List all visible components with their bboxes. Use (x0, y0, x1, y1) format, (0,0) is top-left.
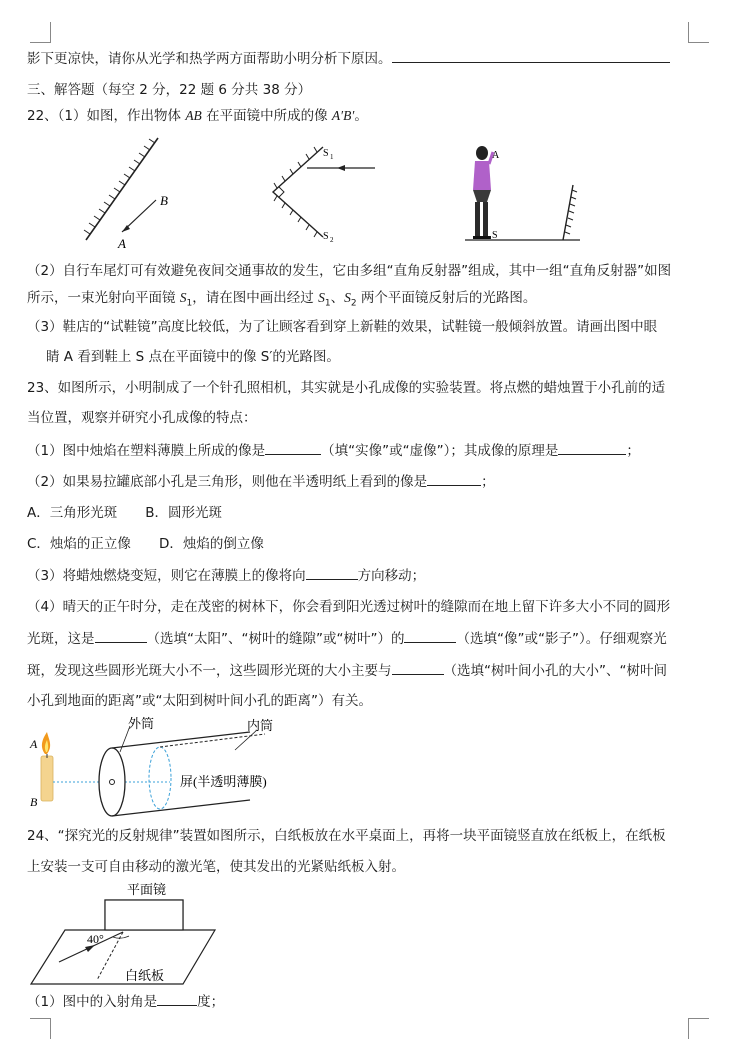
answer-blank[interactable] (306, 565, 358, 580)
text: 当位置，观察并研究小孔成像的特点： (27, 410, 257, 426)
text: 小孔到地面的距离”或“太阳到树叶间小孔的距离”）有关。 (27, 693, 372, 709)
math-ab: AB (185, 108, 202, 123)
options-ab (27, 503, 222, 523)
question-22-3-line1 (27, 317, 657, 337)
section-heading (27, 80, 311, 100)
math-sub: 1 (324, 298, 331, 309)
text: 24、“探究光的反射规律”装置如图所示，白纸板放在水平桌面上，再将一块平面镜竖直放在纸板上，在纸板 (27, 828, 666, 844)
text: 、 (330, 290, 345, 306)
question-23-1 (27, 440, 640, 461)
math-s: S (318, 290, 325, 305)
text: （2）如果易拉罐底部小孔是三角形，则他在半透明纸上看到的像是 (27, 474, 428, 490)
options-cd (27, 534, 264, 554)
label-a: A (30, 737, 38, 751)
option-b[interactable]: B．圆形光斑 (145, 505, 223, 521)
label-b: B (30, 795, 38, 809)
question-23-4-line2 (27, 628, 667, 649)
label-mirror: 平面镜 (127, 882, 167, 897)
text: ； (481, 474, 495, 490)
text: （2）自行车尾灯可有效避免夜间交通事故的发生，它由多组“直角反射器”组成，其中一组“直角反射器”如图 (27, 263, 672, 279)
option-d[interactable]: D．烛焰的倒立像 (158, 536, 264, 552)
label-s: S (492, 230, 498, 241)
text: 上安装一支可自由移动的激光笔，使其发出的光紧贴纸板入射。 (27, 859, 405, 875)
text: （3）鞋店的“试鞋镜”高度比较低，为了让顾客看到穿上新鞋的效果，试鞋镜一般倾斜放置。请画出图中眼 (27, 319, 658, 335)
figure-reflection-apparatus (25, 880, 225, 990)
question-23-4-line4 (27, 691, 372, 711)
question-22-2-line1 (27, 261, 671, 281)
corner-mark-bottom-left (30, 1018, 51, 1039)
answer-blank[interactable] (404, 628, 456, 643)
corner-mark-top-left (30, 22, 51, 43)
label-a: A (118, 236, 126, 251)
question-22-1 (27, 106, 368, 126)
label-b: B (160, 193, 168, 208)
label-screen: 屏(半透明薄膜) (180, 774, 267, 789)
label-board: 白纸板 (125, 968, 165, 983)
text: 22、（1）如图，作出物体 (27, 108, 186, 124)
corner-mark-bottom-right (688, 1018, 709, 1039)
label-s1-sub: 1 (330, 153, 334, 161)
text: 。 (354, 108, 368, 124)
label-a: A (492, 150, 500, 161)
answer-blank[interactable] (265, 440, 321, 455)
figure-pinhole-camera (25, 712, 315, 817)
answer-blank[interactable] (157, 991, 197, 1006)
math-s: S (344, 290, 351, 305)
text: （1）图中的入射角是 (27, 994, 158, 1010)
text: 方向移动； (357, 568, 426, 584)
text: ，请在图中画出经过 (192, 290, 319, 306)
answer-blank[interactable] (558, 440, 626, 455)
question-24-line1 (27, 826, 666, 846)
label-angle: 40° (87, 932, 104, 946)
question-23-3 (27, 565, 425, 586)
question-23-4-line3 (27, 660, 667, 681)
label-inner-tube: 内筒 (247, 718, 274, 733)
label-s2-sub: 2 (330, 236, 334, 244)
text: 23、如图所示，小明制成了一个针孔照相机，其实就是小孔成像的实验装置。将点燃的蜡烛置于小孔前的适 (27, 380, 666, 396)
label-s2: S (323, 231, 329, 242)
question-22-3-line2 (46, 347, 340, 367)
text: （选填“像”或“影子”）。仔细观察光 (456, 631, 667, 647)
text: 度； (197, 994, 225, 1010)
text: 睛 A 看到鞋上 S 点在平面镜中的像 S′的光路图。 (46, 349, 340, 365)
text: 所示，一束光射向平面镜 (27, 290, 180, 306)
text: 两个平面镜反射后的光路图。 (356, 290, 537, 306)
text: （4）晴天的正午时分，走在茂密的树林下，你会看到阳光透过树叶的缝隙而在地上留下许多大小不同的圆形 (27, 599, 671, 615)
text: 影下更凉快，请你从光学和热学两方面帮助小明分析下原因。 (27, 51, 392, 67)
text: （选填“树叶间小孔的大小”、“树叶间 (443, 663, 667, 679)
figure-mirror-ab (80, 130, 190, 255)
answer-blank[interactable] (392, 660, 444, 675)
question-24-line2 (27, 857, 405, 877)
figure-shoe-mirror (460, 140, 585, 245)
answer-blank[interactable] (392, 48, 670, 63)
text: （1）图中烛焰在塑料薄膜上所成的像是 (27, 443, 266, 459)
math-sub: 2 (350, 298, 357, 309)
question-23-line2 (27, 408, 257, 428)
text: （选填“太阳”、“树叶的缝隙”或“树叶”）的 (146, 631, 405, 647)
label-s1: S (323, 148, 329, 159)
math-sub: 1 (186, 298, 193, 309)
text-line (27, 48, 670, 69)
text: 三、解答题（每空 2 分，22 题 6 分共 38 分） (27, 82, 312, 98)
label-outer-tube: 外筒 (128, 716, 155, 731)
option-a[interactable]: A．三角形光斑 (27, 505, 118, 521)
text: 在平面镜中所成的像 (201, 108, 332, 124)
answer-blank[interactable] (427, 471, 481, 486)
text: ； (626, 443, 640, 459)
question-23-line1 (27, 378, 665, 398)
text: （填“实像”或“虚像”）；其成像的原理是 (321, 443, 559, 459)
math-s: S (179, 290, 187, 305)
text: 光斑，这是 (27, 631, 95, 647)
text: （3）将蜡烛燃烧变短，则它在薄膜上的像将向 (27, 568, 306, 584)
answer-blank[interactable] (95, 628, 147, 643)
question-24-1 (27, 991, 224, 1012)
corner-mark-top-right (688, 22, 709, 43)
math-image: A′B′ (331, 108, 355, 123)
option-c[interactable]: C．烛焰的正立像 (27, 536, 131, 552)
text: 斑，发现这些圆形光斑大小不一，这些圆形光斑的大小主要与 (27, 663, 392, 679)
question-23-4-line1 (27, 597, 670, 617)
question-23-2 (27, 471, 495, 492)
figure-corner-reflector (265, 142, 380, 244)
question-22-2-line2 (27, 288, 536, 314)
